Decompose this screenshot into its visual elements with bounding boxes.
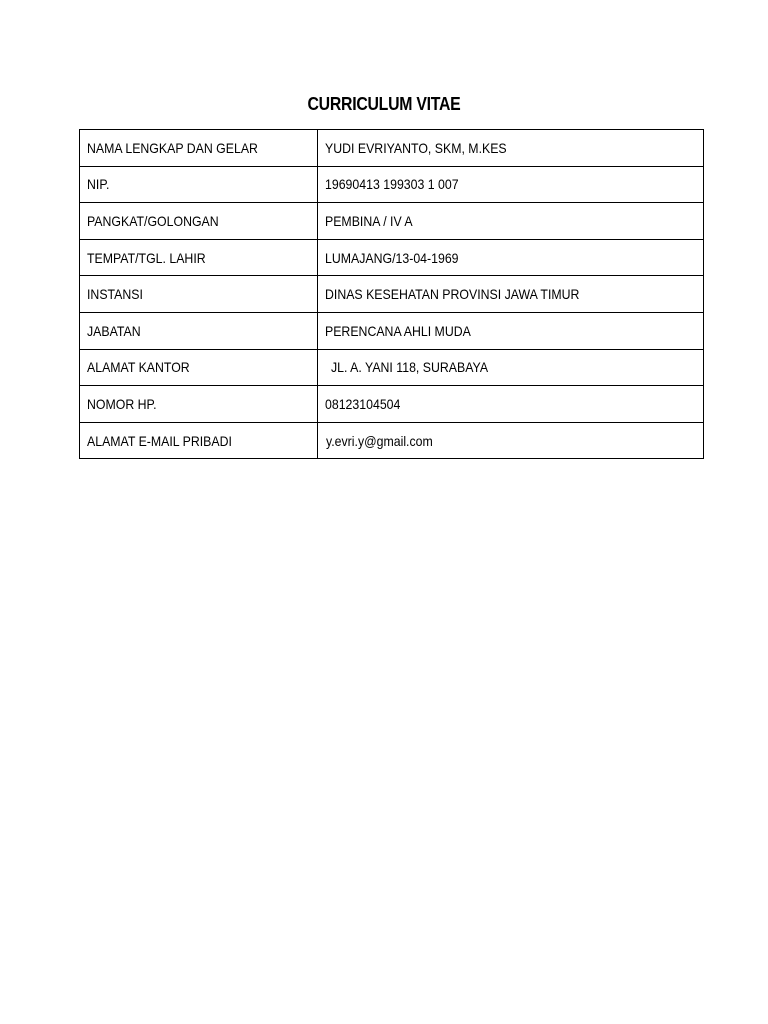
- field-label: INSTANSI: [80, 276, 318, 313]
- field-label: PANGKAT/GOLONGAN: [80, 203, 318, 240]
- table-row: [80, 203, 704, 240]
- field-label: NAMA LENGKAP DAN GELAR: [80, 130, 318, 167]
- field-value: JL. A. YANI 118, SURABAYA: [318, 349, 704, 386]
- table-row: [80, 239, 704, 276]
- field-value: y.evri.y@gmail.com: [318, 422, 704, 459]
- field-value: PEMBINA / IV A: [318, 203, 704, 240]
- field-label: NOMOR HP.: [80, 386, 318, 423]
- table-row: [80, 312, 704, 349]
- field-value: 08123104504: [318, 386, 704, 423]
- field-label: ALAMAT E-MAIL PRIBADI: [80, 422, 318, 459]
- field-value: LUMAJANG/13-04-1969: [318, 239, 704, 276]
- table-row: [80, 422, 704, 459]
- field-label: JABATAN: [80, 312, 318, 349]
- cv-table: [79, 129, 704, 459]
- page-title: CURRICULUM VITAE: [307, 94, 461, 114]
- table-row: [80, 349, 704, 386]
- field-label: TEMPAT/TGL. LAHIR: [80, 239, 318, 276]
- table-row: [80, 130, 704, 167]
- field-value: PERENCANA AHLI MUDA: [318, 312, 704, 349]
- table-row: [80, 276, 704, 313]
- table-row: [80, 386, 704, 423]
- field-value: DINAS KESEHATAN PROVINSI JAWA TIMUR: [318, 276, 704, 313]
- field-label: ALAMAT KANTOR: [80, 349, 318, 386]
- field-value: 19690413 199303 1 007: [318, 166, 704, 203]
- table-row: [80, 166, 704, 203]
- field-label: NIP.: [80, 166, 318, 203]
- field-value: YUDI EVRIYANTO, SKM, M.KES: [318, 130, 704, 167]
